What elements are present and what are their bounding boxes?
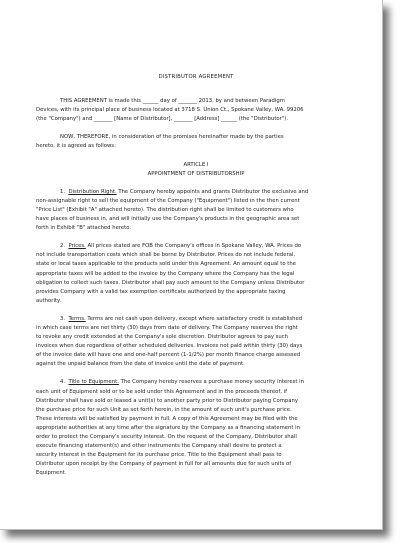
section-line: provides Company with a valid tax exemption certificate authorized by the appropriate taxing bbox=[36, 288, 286, 295]
section-number: 1. bbox=[60, 188, 66, 195]
section-first-line bbox=[36, 242, 356, 251]
section-number: 3. bbox=[60, 315, 66, 322]
article-heading: ARTICLE I bbox=[183, 161, 209, 168]
section-title: Distribution Right. bbox=[68, 188, 117, 195]
section-prices bbox=[36, 242, 356, 306]
section-terms bbox=[36, 315, 356, 370]
section-line: Distributor shall have sold or leased a unit(s) to another party prior to Distributor paying Company bbox=[36, 397, 298, 404]
section-first-line bbox=[36, 188, 356, 197]
recital-line: hereto, it is agreed as follows: bbox=[36, 143, 116, 150]
section-distribution-right bbox=[36, 188, 356, 233]
section-line: in which case terms are net thirty (30) days from date of delivery. The Company reserves the right bbox=[36, 324, 298, 331]
section-line: obligation to collect such taxes. Distributor shall pay such amount to the Company unless Distributor bbox=[36, 279, 305, 286]
intro-line: THIS AGREEMENT is made this ______ day of _______ 2013, by and between Paradigm bbox=[60, 98, 285, 105]
article-subheading: APPOINTMENT OF DISTRIBUTORSHIP bbox=[147, 170, 245, 177]
section-line: The Company hereby appoints and grants Distributor the exclusive and bbox=[116, 188, 309, 195]
section-first-line bbox=[36, 378, 356, 387]
section-line: Distributor upon receipt by the Company of payment in full for all amounts due for such units of bbox=[36, 461, 292, 468]
section-line: not include transportation costs which shall be borne by Distributor. Prices do not include federal, bbox=[36, 252, 296, 259]
section-title: Title to Equipment. bbox=[68, 379, 119, 386]
section-line: "Price List" (Exhibit "A" attached hereto). The distribution right shall be limited to customers who bbox=[36, 206, 294, 213]
section-first-line bbox=[36, 315, 356, 324]
recital-paragraph bbox=[36, 133, 356, 151]
document-title: DISTRIBUTOR AGREEMENT bbox=[158, 74, 234, 80]
section-line: order to protect the Company's security interest. On the request of the Company, Distributor shall bbox=[36, 434, 297, 440]
section-line: non-assignable right to sell the equipment of the Company ("Equipment") listed in the then current bbox=[36, 197, 300, 204]
section-title: Terms. bbox=[68, 315, 86, 322]
section-line: of the invoice date will have one and one-half percent (1-1/2%) per month finance charge assessed bbox=[36, 352, 301, 359]
recital-line: NOW, THEREFORE, in consideration of the promises hereinafter made by the parties bbox=[60, 134, 284, 141]
section-line: These interests will be satisfied by payment in full. A copy of this Agreement may be filed with the bbox=[36, 415, 298, 422]
section-line: execute financing statement(s) and other instruments the Company shall desire to protect a bbox=[36, 443, 282, 450]
section-title: Prices. bbox=[68, 243, 86, 250]
intro-paragraph bbox=[36, 97, 356, 124]
section-line: each unit of Equipment sold or to be sold under this Agreement and in the proceeds thereof, if bbox=[36, 388, 287, 395]
document-body bbox=[36, 73, 356, 487]
section-line: forth in Exhibit "B" attached hereto. bbox=[36, 225, 132, 232]
section-line: the purchase price for such Unit as set forth herein, in the amount of such unit's purchase price. bbox=[36, 406, 292, 413]
section-line: authority. bbox=[36, 297, 62, 304]
section-number: 2. bbox=[60, 243, 66, 250]
section-line: Equipment. bbox=[36, 470, 67, 477]
section-line: to revoke any credit extended at the Company's sole discretion. Distributor agrees to pay such bbox=[36, 334, 289, 341]
section-line: Terms are net cash upon delivery, except where satisfactory credit is established bbox=[85, 315, 303, 322]
section-line: state or local taxes applicable to the products sold under this Agreement. An amount equal to the bbox=[36, 261, 296, 268]
section-line: have places of business in, and will initially use the Company's products in the geographic area set bbox=[36, 216, 300, 223]
section-line: appropriate taxes will be added to the invoice by the Company where the Company has the legal bbox=[36, 270, 295, 277]
section-title-to-equipment bbox=[36, 378, 356, 478]
section-line: against the unpaid balance from the date of invoice until the date of payment. bbox=[36, 361, 245, 368]
section-line: All prices stated are FOB the Company's offices in Spokane Valley, WA. Prices do bbox=[85, 243, 302, 250]
section-line: invoices when due regardless of other scheduled deliveries. Invoices not paid within thirty (30) days bbox=[36, 343, 303, 350]
intro-line: (the "Company") and _______ [Name of Distributor], _______ [Address] ______ (the "Distributor"). bbox=[36, 116, 289, 123]
section-line: The Company hereby reserves a purchase money security interest in bbox=[118, 379, 304, 386]
section-line: appropriate authorities at any time after the signature by the Company as a financing statement in bbox=[36, 424, 300, 431]
section-number: 4. bbox=[60, 379, 66, 386]
intro-line: Devices, with its principal place of business located at 3718 S. Union Ct., Spokane Valley, WA. 99206 bbox=[36, 107, 304, 114]
section-line: security interest in the Equipment for its purchase price. Title to the Equipment shall pass to bbox=[36, 452, 282, 459]
